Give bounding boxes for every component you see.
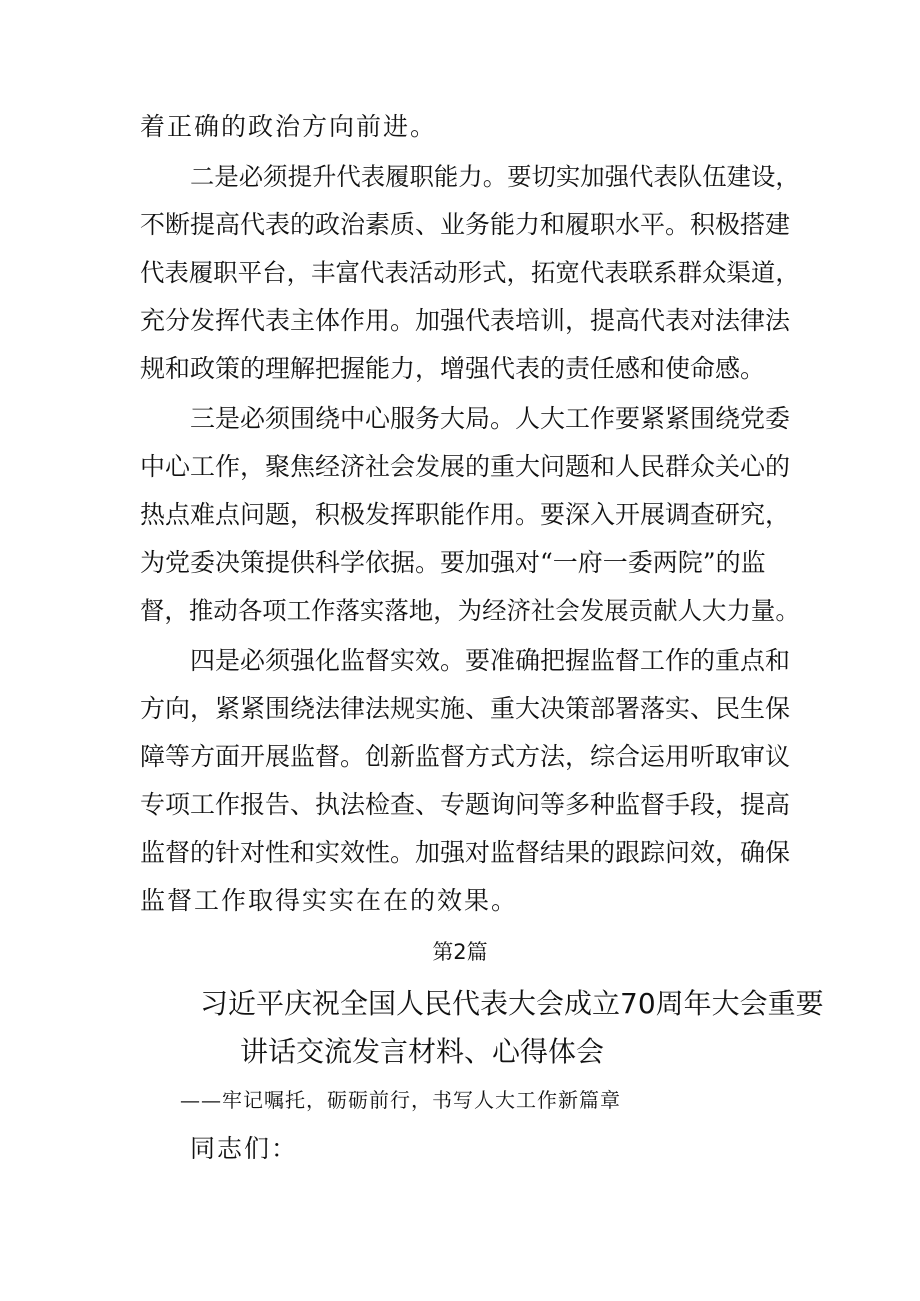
paragraph-2-line-5: 规和政策的理解把握能力，增强代表的责任感和使命感。 [140, 354, 766, 383]
paragraph-3-line-1: 三是必须围绕中心服务大局。人大工作要紧紧围绕党委 [190, 404, 791, 433]
paragraph-3-line-5: 督，推动各项工作落实落地，为经济社会发展贡献人大力量。 [140, 596, 800, 625]
paragraph-3-line-3: 热点难点问题，积极发挥职能作用。要深入开展调查研究， [140, 500, 791, 529]
paragraph-3-line-4: 为党委决策提供科学依据。要加强对“一府一委两院”的监 [140, 548, 766, 577]
paragraph-4-line-5: 监督的针对性和实效性。加强对监督结果的跟踪问效，确保 [140, 838, 791, 867]
paragraph-2-line-2: 不断提高代表的政治素质、业务能力和履职水平。积极搭建 [140, 210, 791, 239]
paragraph-2-line-3: 代表履职平台，丰富代表活动形式，拓宽代表联系群众渠道， [140, 258, 800, 287]
paragraph-4-line-2: 方向，紧紧围绕法律法规实施、重大决策部署落实、民生保 [140, 694, 791, 723]
text-line-1: 着正确的政治方向前进。 [140, 112, 438, 141]
paragraph-4-line-6: 监督工作取得实实在在的效果。 [140, 886, 519, 915]
section-label: 第2篇 [432, 940, 488, 964]
paragraph-4-line-1: 四是必须强化监督实效。要准确把握监督工作的重点和 [190, 646, 791, 675]
paragraph-4-line-4: 专项工作报告、执法检查、专题询问等多种监督手段，提高 [140, 790, 791, 819]
salutation: 同志们： [190, 1134, 299, 1163]
paragraph-2-line-1: 二是必须提升代表履职能力。要切实加强代表队伍建设， [190, 162, 800, 191]
document-title-line-2: 讲话交流发言材料、心得体会 [240, 1035, 605, 1068]
paragraph-2-line-4: 充分发挥代表主体作用。加强代表培训，提高代表对法律法 [140, 306, 791, 335]
paragraph-3-line-2: 中心工作，聚焦经济社会发展的重大问题和人民群众关心的 [140, 452, 791, 481]
document-title-line-1: 习近平庆祝全国人民代表大会成立70周年大会重要 [200, 987, 824, 1020]
document-subtitle: ——牢记嘱托，砺砺前行，书写人大工作新篇章 [180, 1088, 621, 1112]
paragraph-4-line-3: 障等方面开展监督。创新监督方式方法，综合运用听取审议 [140, 742, 791, 771]
